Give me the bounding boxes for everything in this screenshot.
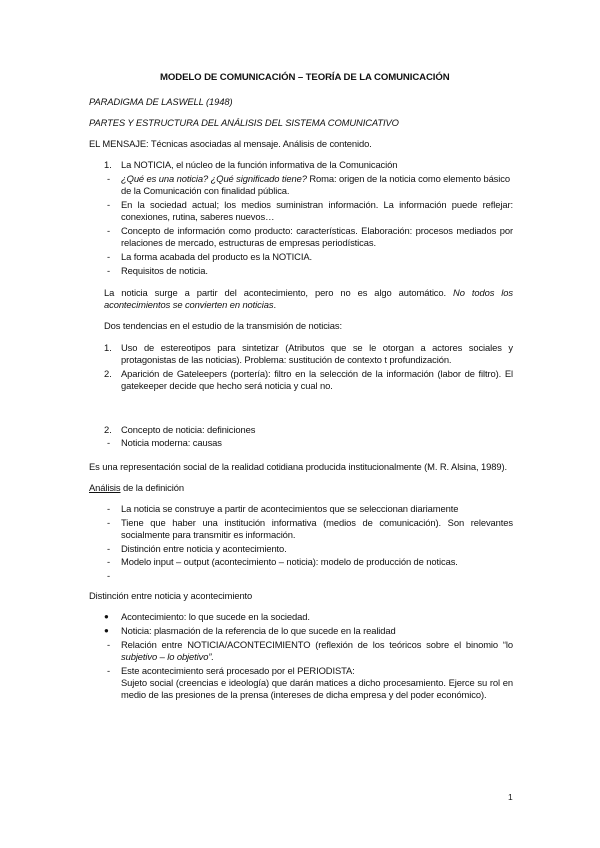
list-item-continuation: conexiones, rutina, saberes nuevos…	[121, 211, 275, 222]
bullet-marker: ●	[104, 612, 109, 621]
dash-marker: -	[107, 543, 111, 554]
dash-marker: -	[107, 503, 111, 514]
list-item: Requisitos de noticia.	[121, 265, 208, 276]
list-item: Concepto de información como producto: características. Elaboración: procesos mediados por	[121, 225, 513, 236]
list-item-continuation: Sujeto social (creencias e ideología) que darán matices a dicho procesamiento. Ejerce su rol en	[121, 677, 513, 688]
page-number: 1	[508, 792, 513, 802]
parts-heading: PARTES Y ESTRUCTURA DEL ANÁLISIS DEL SISTEMA COMUNICATIVO	[89, 117, 399, 128]
list-item: Noticia moderna: causas	[121, 437, 222, 448]
distinction-heading: Distinción entre noticia y acontecimiento	[89, 590, 253, 601]
list-item-continuation: medio de las presiones de la prensa (intereses de dicha empresa y del poder económico).	[121, 689, 487, 700]
numbered-item: Uso de estereotipos para sintetizar (Atributos que se le otorgan a actores sociales y	[121, 342, 513, 353]
list-number: 1.	[104, 342, 112, 353]
list-item: Modelo input – output (acontecimiento – noticia): modelo de producción de noticas.	[121, 556, 458, 567]
analysis-heading: Análisis de la definición	[89, 482, 184, 493]
list-item: La forma acabada del producto es la NOTICIA.	[121, 251, 313, 262]
list-item: Distinción entre noticia y acontecimiento.	[121, 543, 287, 554]
list-item: ¿Qué es una noticia? ¿Qué significado tiene? Roma: origen de la noticia como elemento básico	[121, 173, 510, 184]
bullet-marker: ●	[104, 626, 109, 635]
bullet-item: Acontecimiento: lo que sucede en la sociedad.	[121, 611, 310, 622]
list-item: La noticia se construye a partir de acontecimientos que se seleccionan diariamente	[121, 503, 459, 514]
dash-marker: -	[107, 517, 111, 528]
mensaje-line: EL MENSAJE: Técnicas asociadas al mensaje. Análisis de contenido.	[89, 138, 372, 149]
paragraph-line: acontecimientos se convierten en noticias.	[104, 299, 276, 310]
list-item: Tiene que haber una institución informativa (medios de comunicación). Son relevantes	[121, 517, 513, 528]
numbered-item: Aparición de Gateleepers (portería): filtro en la selección de la información (labor de filtro). El	[121, 368, 513, 379]
definition-paragraph: Es una representación social de la realidad cotidiana producida institucionalmente (M. R. Alsina, 1989).	[89, 461, 507, 472]
list-item-continuation: socialmente para transmitir es información.	[121, 529, 296, 540]
section-number: 2.	[104, 424, 112, 435]
document-title: MODELO DE COMUNICACIÓN – TEORÍA DE LA COMUNICACIÓN	[160, 72, 450, 83]
dash-marker: -	[107, 251, 111, 262]
section-1-title: La NOTICIA, el núcleo de la función informativa de la Comunicación	[121, 159, 398, 170]
section-number: 1.	[104, 159, 112, 170]
paragraph-line: Dos tendencias en el estudio de la transmisión de noticias:	[104, 320, 342, 331]
dash-marker: -	[107, 639, 111, 650]
dash-marker: -	[107, 265, 111, 276]
dash-marker: -	[107, 556, 111, 567]
list-item-continuation: de la Comunicación con finalidad pública.	[121, 185, 290, 196]
list-item: En la sociedad actual; los medios suministran información. La información puede reflejar:	[121, 199, 513, 210]
dash-marker: -	[107, 199, 111, 210]
paragraph-line: La noticia surge a partir del acontecimiento, pero no es algo automático. No todos los	[104, 287, 513, 298]
dash-marker: -	[107, 437, 111, 448]
numbered-item-continuation: protagonistas de las noticias). Problema: sustitución de contexto t profundización.	[121, 354, 452, 365]
section-2-title: Concepto de noticia: definiciones	[121, 424, 256, 435]
paradigm-heading: PARADIGMA DE LASWELL (1948)	[89, 96, 233, 107]
dash-marker: -	[107, 173, 111, 184]
dash-marker: -	[107, 225, 111, 236]
list-item-continuation: subjetivo – lo objetivo”.	[121, 651, 214, 662]
dash-marker: -	[107, 665, 111, 676]
numbered-item-continuation: gatekeeper decide que hecho será noticia y cual no.	[121, 380, 333, 391]
list-item: Este acontecimiento será procesado por el PERIODISTA:	[121, 665, 355, 676]
list-item: Relación entre NOTICIA/ACONTECIMIENTO (reflexión de los teóricos sobre el binomio “lo	[121, 639, 513, 650]
bullet-item: Noticia: plasmación de la referencia de lo que sucede en la realidad	[121, 625, 396, 636]
dash-marker: -	[107, 570, 111, 581]
list-item-continuation: relaciones de mercado, estructuras de empresas periodísticas.	[121, 237, 376, 248]
list-number: 2.	[104, 368, 112, 379]
